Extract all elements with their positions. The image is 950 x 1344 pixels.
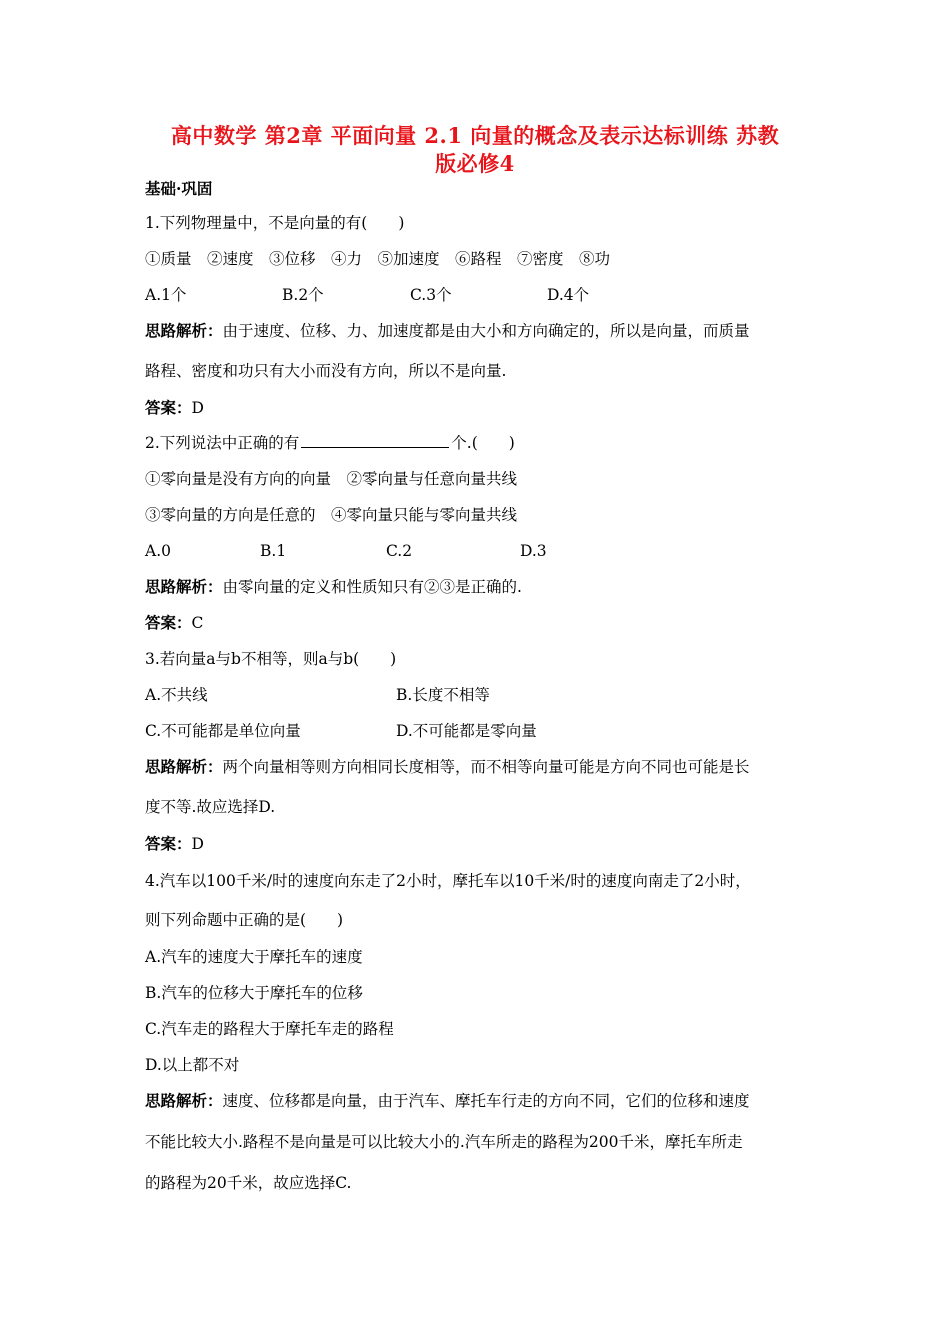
q3-answer-value: D <box>191 835 204 853</box>
q4-analysis-label: 思路解析： <box>145 1091 223 1110</box>
q1-option-c: C.3个 <box>410 286 452 304</box>
document-title-line-2: 版必修4 <box>435 151 515 176</box>
q2-option-c: C.2 <box>386 542 413 560</box>
q4-option-b: B.汽车的位移大于摩托车的位移 <box>145 984 363 1002</box>
q3-analysis-text-2: 度不等.故应选择D. <box>145 798 276 816</box>
q2-option-a: A.0 <box>145 542 171 560</box>
q1-analysis-label: 思路解析： <box>145 321 223 340</box>
q3-option-a: A.不共线 <box>145 686 208 704</box>
q4-option-c: C.汽车走的路程大于摩托车走的路程 <box>145 1020 394 1038</box>
q1-option-b: B.2个 <box>282 286 324 304</box>
q2-option-b: B.1 <box>260 542 287 560</box>
q3-stem: 3.若向量a与b不相等，则a与b( ) <box>145 650 397 668</box>
q3-option-b: B.长度不相等 <box>396 686 490 704</box>
q4-option-d: D.以上都不对 <box>145 1056 240 1074</box>
q2-items-2: ③零向量的方向是任意的 ④零向量只能与零向量共线 <box>145 506 518 524</box>
q2-stem <box>145 433 515 453</box>
q4-analysis <box>145 1091 750 1111</box>
q3-analysis-text-1: 两个向量相等则方向相同长度相等，而不相等向量可能是方向不同也可能是长 <box>222 758 750 776</box>
q3-answer <box>145 834 204 854</box>
q2-items-1: ①零向量是没有方向的向量 ②零向量与任意向量共线 <box>145 470 518 488</box>
q1-answer-label: 答案： <box>145 398 192 417</box>
q4-option-a: A.汽车的速度大于摩托车的速度 <box>145 948 363 966</box>
q2-answer <box>145 613 203 633</box>
q2-stem-before: 2.下列说法中正确的有 <box>145 434 300 452</box>
q1-analysis-text-1: 由于速度、位移、力、加速度都是由大小和方向确定的，所以是向量，而质量 <box>222 322 750 340</box>
q4-stem-2: 则下列命题中正确的是( ) <box>145 911 344 929</box>
q1-stem: 1.下列物理量中，不是向量的有( ) <box>145 214 405 232</box>
document-title-line-1: 高中数学 第2章 平面向量 2.1 向量的概念及表示达标训练 苏教 <box>170 123 780 148</box>
q4-stem-1: 4.汽车以100千米/时的速度向东走了2小时，摩托车以10千米/时的速度向南走了2小时， <box>145 872 751 890</box>
q1-option-d: D.4个 <box>547 286 590 304</box>
q2-analysis-text-1: 由零向量的定义和性质知只有②③是正确的. <box>222 578 522 596</box>
q2-analysis-label: 思路解析： <box>145 577 223 596</box>
q1-items: ①质量 ②速度 ③位移 ④力 ⑤加速度 ⑥路程 ⑦密度 ⑧功 <box>145 250 611 268</box>
q1-analysis <box>145 321 750 341</box>
q4-analysis-text-1: 速度、位移都是向量，由于汽车、摩托车行走的方向不同，它们的位移和速度 <box>222 1092 750 1110</box>
q2-answer-label: 答案： <box>145 613 192 632</box>
q2-stem-after: 个.( ) <box>451 434 515 452</box>
q2-option-d: D.3 <box>520 542 547 560</box>
q2-analysis <box>145 577 522 597</box>
q4-analysis-text-3: 的路程为20千米，故应选择C. <box>145 1174 352 1192</box>
q2-answer-blank <box>301 433 449 448</box>
q3-analysis <box>145 757 750 777</box>
section-heading: 基础·巩固 <box>145 179 213 198</box>
q1-answer-value: D <box>191 399 204 417</box>
q4-analysis-text-2: 不能比较大小.路程不是向量是可以比较大小的.汽车所走的路程为200千米，摩托车所走 <box>145 1133 743 1151</box>
q2-answer-value: C <box>191 614 204 632</box>
q3-answer-label: 答案： <box>145 834 192 853</box>
q1-answer <box>145 398 204 418</box>
q3-option-c: C.不可能都是单位向量 <box>145 722 301 740</box>
q3-option-d: D.不可能都是零向量 <box>396 722 537 740</box>
q1-analysis-text-2: 路程、密度和功只有大小而没有方向，所以不是向量. <box>145 362 507 380</box>
q1-option-a: A.1个 <box>145 286 187 304</box>
q3-analysis-label: 思路解析： <box>145 757 223 776</box>
